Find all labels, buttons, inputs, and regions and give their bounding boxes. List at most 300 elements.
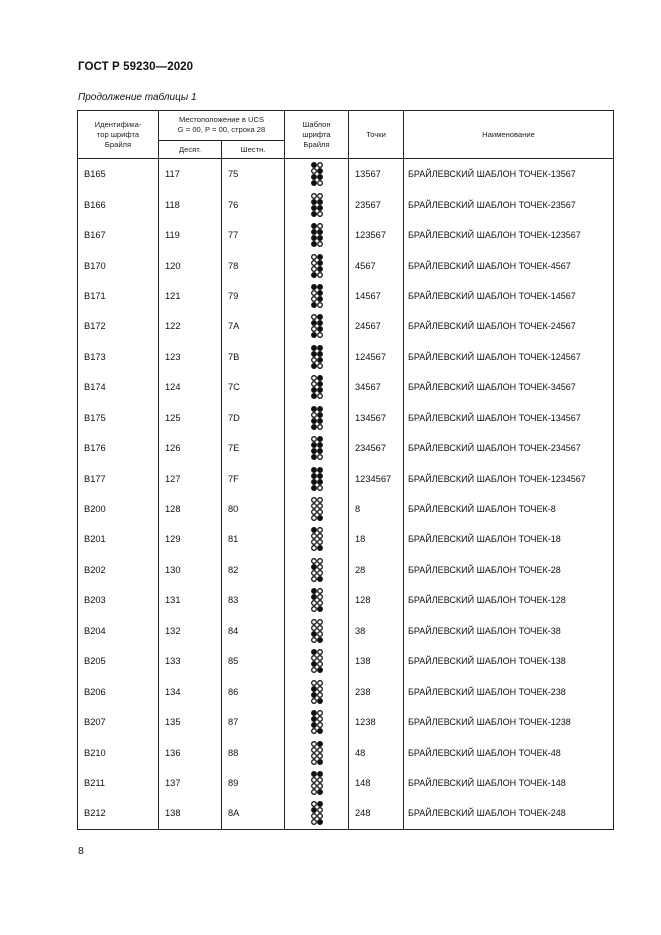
braille-dot-8	[317, 546, 322, 551]
braille-pattern-icon	[307, 253, 327, 279]
braille-dot-5	[317, 778, 322, 783]
braille-pattern-icon	[307, 192, 327, 218]
braille-dot-6	[317, 723, 322, 728]
cell-hex: 80	[222, 494, 285, 524]
braille-dot-8	[317, 455, 322, 460]
braille-dot-5	[317, 230, 322, 235]
braille-dot-3	[311, 449, 316, 454]
cell-hex: 7D	[222, 403, 285, 433]
braille-dot-7	[311, 333, 316, 338]
braille-table	[77, 110, 614, 830]
braille-pattern-icon	[307, 770, 327, 796]
braille-pattern-icon	[307, 405, 327, 431]
braille-dot-4	[317, 376, 322, 381]
braille-dot-1	[311, 467, 316, 472]
braille-dot-7	[311, 364, 316, 369]
cell-pattern	[285, 250, 349, 280]
cell-name: БРАЙЛЕВСКИЙ ШАБЛОН ТОЧЕК-234567	[404, 433, 614, 463]
cell-decimal: 127	[159, 463, 222, 493]
cell-hex: 85	[222, 646, 285, 676]
braille-dot-4	[317, 285, 322, 290]
header-dots: Точки	[349, 111, 404, 159]
braille-dot-8	[317, 790, 322, 795]
braille-dot-8	[317, 698, 322, 703]
cell-hex: 77	[222, 220, 285, 250]
cell-name: БРАЙЛЕВСКИЙ ШАБЛОН ТОЧЕК-38	[404, 616, 614, 646]
cell-pattern	[285, 585, 349, 615]
braille-pattern-icon	[307, 435, 327, 461]
braille-dot-7	[311, 516, 316, 521]
cell-hex: 7B	[222, 342, 285, 372]
cell-dots: 8	[349, 494, 404, 524]
braille-dot-7	[311, 211, 316, 216]
braille-dot-3	[311, 723, 316, 728]
table-row	[78, 555, 614, 585]
braille-dot-6	[317, 449, 322, 454]
braille-dot-3	[311, 479, 316, 484]
braille-dot-8	[317, 394, 322, 399]
cell-decimal: 134	[159, 676, 222, 706]
braille-dot-6	[317, 205, 322, 210]
braille-dot-7	[311, 790, 316, 795]
braille-dot-6	[317, 753, 322, 758]
cell-hex: 82	[222, 555, 285, 585]
cell-id: B173	[78, 342, 159, 372]
braille-dot-2	[311, 230, 316, 235]
braille-dot-1	[311, 650, 316, 655]
cell-dots: 123567	[349, 220, 404, 250]
braille-dot-7	[311, 546, 316, 551]
braille-dot-2	[311, 504, 316, 509]
document-title: ГОСТ Р 59230—2020	[78, 61, 194, 73]
table-row	[78, 737, 614, 767]
table-row	[78, 585, 614, 615]
braille-dot-3	[311, 327, 316, 332]
cell-dots: 48	[349, 737, 404, 767]
braille-dot-2	[311, 595, 316, 600]
braille-dot-3	[311, 266, 316, 271]
cell-pattern	[285, 220, 349, 250]
cell-id: B212	[78, 798, 159, 829]
braille-dot-6	[317, 266, 322, 271]
cell-hex: 78	[222, 250, 285, 280]
braille-dot-2	[311, 778, 316, 783]
braille-dot-7	[311, 729, 316, 734]
braille-dot-3	[311, 388, 316, 393]
braille-pattern-icon	[307, 161, 327, 187]
cell-decimal: 130	[159, 555, 222, 585]
braille-dot-6	[317, 571, 322, 576]
cell-pattern	[285, 311, 349, 341]
braille-dot-4	[317, 467, 322, 472]
cell-decimal: 135	[159, 707, 222, 737]
braille-dot-5	[317, 504, 322, 509]
table-row	[78, 676, 614, 706]
cell-name: БРАЙЛЕВСКИЙ ШАБЛОН ТОЧЕК-134567	[404, 403, 614, 433]
table-row	[78, 463, 614, 493]
braille-dot-4	[317, 163, 322, 168]
cell-pattern	[285, 524, 349, 554]
cell-decimal: 129	[159, 524, 222, 554]
braille-dot-6	[317, 631, 322, 636]
cell-id: B177	[78, 463, 159, 493]
cell-pattern	[285, 433, 349, 463]
braille-dot-2	[311, 808, 316, 813]
braille-dot-8	[317, 729, 322, 734]
cell-hex: 86	[222, 676, 285, 706]
cell-decimal: 138	[159, 798, 222, 829]
braille-dot-7	[311, 181, 316, 186]
cell-hex: 7F	[222, 463, 285, 493]
braille-dot-3	[311, 662, 316, 667]
table-row	[78, 311, 614, 341]
cell-decimal: 133	[159, 646, 222, 676]
cell-dots: 248	[349, 798, 404, 829]
cell-dots: 1234567	[349, 463, 404, 493]
braille-dot-4	[317, 224, 322, 229]
braille-dot-8	[317, 181, 322, 186]
cell-dots: 138	[349, 646, 404, 676]
braille-dot-6	[317, 358, 322, 363]
braille-pattern-icon	[307, 618, 327, 644]
cell-pattern	[285, 281, 349, 311]
braille-dot-4	[317, 498, 322, 503]
braille-dot-3	[311, 540, 316, 545]
cell-id: B211	[78, 768, 159, 798]
braille-dot-2	[311, 382, 316, 387]
braille-dot-3	[311, 692, 316, 697]
table-row	[78, 524, 614, 554]
cell-name: БРАЙЛЕВСКИЙ ШАБЛОН ТОЧЕК-1234567	[404, 463, 614, 493]
braille-dot-2	[311, 717, 316, 722]
braille-pattern-icon	[307, 740, 327, 766]
braille-dot-8	[317, 242, 322, 247]
cell-pattern	[285, 159, 349, 190]
cell-hex: 83	[222, 585, 285, 615]
cell-decimal: 128	[159, 494, 222, 524]
braille-pattern-icon	[307, 496, 327, 522]
braille-dot-3	[311, 358, 316, 363]
braille-dot-1	[311, 193, 316, 198]
header-name: Наименование	[404, 111, 614, 159]
cell-id: B175	[78, 403, 159, 433]
braille-dot-8	[317, 364, 322, 369]
cell-pattern	[285, 342, 349, 372]
braille-dot-4	[317, 193, 322, 198]
braille-pattern-icon	[307, 800, 327, 826]
header-id: Идентифика- тор шрифта Брайля	[78, 111, 159, 159]
braille-dot-2	[311, 625, 316, 630]
braille-dot-1	[311, 498, 316, 503]
cell-dots: 28	[349, 555, 404, 585]
braille-dot-7	[311, 698, 316, 703]
braille-dot-3	[311, 205, 316, 210]
cell-name: БРАЙЛЕВСКИЙ ШАБЛОН ТОЧЕК-13567	[404, 159, 614, 190]
cell-id: B172	[78, 311, 159, 341]
braille-dot-1	[311, 619, 316, 624]
braille-dot-4	[317, 346, 322, 351]
cell-id: B207	[78, 707, 159, 737]
cell-name: БРАЙЛЕВСКИЙ ШАБЛОН ТОЧЕК-18	[404, 524, 614, 554]
braille-dot-8	[317, 516, 322, 521]
cell-decimal: 126	[159, 433, 222, 463]
cell-decimal: 132	[159, 616, 222, 646]
braille-dot-1	[311, 741, 316, 746]
braille-dot-3	[311, 175, 316, 180]
cell-pattern	[285, 798, 349, 829]
braille-dot-2	[311, 412, 316, 417]
page-number: 8	[78, 845, 84, 857]
braille-dot-1	[311, 346, 316, 351]
cell-hex: 88	[222, 737, 285, 767]
cell-name: БРАЙЛЕВСКИЙ ШАБЛОН ТОЧЕК-123567	[404, 220, 614, 250]
braille-dot-4	[317, 254, 322, 259]
braille-dot-5	[317, 808, 322, 813]
cell-dots: 34567	[349, 372, 404, 402]
braille-dot-7	[311, 668, 316, 673]
braille-dot-4	[317, 406, 322, 411]
braille-dot-3	[311, 418, 316, 423]
braille-dot-5	[317, 686, 322, 691]
braille-dot-7	[311, 242, 316, 247]
cell-decimal: 125	[159, 403, 222, 433]
braille-dot-4	[317, 680, 322, 685]
cell-name: БРАЙЛЕВСКИЙ ШАБЛОН ТОЧЕК-14567	[404, 281, 614, 311]
braille-dot-5	[317, 595, 322, 600]
braille-dot-5	[317, 291, 322, 296]
cell-dots: 238	[349, 676, 404, 706]
braille-dot-1	[311, 254, 316, 259]
cell-id: B174	[78, 372, 159, 402]
braille-dot-4	[317, 437, 322, 442]
braille-dot-7	[311, 485, 316, 490]
braille-dot-1	[311, 680, 316, 685]
cell-name: БРАЙЛЕВСКИЙ ШАБЛОН ТОЧЕК-124567	[404, 342, 614, 372]
cell-decimal: 136	[159, 737, 222, 767]
braille-pattern-icon	[307, 344, 327, 370]
cell-hex: 89	[222, 768, 285, 798]
braille-dot-1	[311, 589, 316, 594]
braille-dot-4	[317, 772, 322, 777]
braille-dot-2	[311, 260, 316, 265]
braille-dot-2	[311, 199, 316, 204]
cell-name: БРАЙЛЕВСКИЙ ШАБЛОН ТОЧЕК-4567	[404, 250, 614, 280]
braille-dot-8	[317, 424, 322, 429]
braille-dot-8	[317, 607, 322, 612]
cell-name: БРАЙЛЕВСКИЙ ШАБЛОН ТОЧЕК-238	[404, 676, 614, 706]
table-row	[78, 220, 614, 250]
cell-hex: 7C	[222, 372, 285, 402]
cell-id: B203	[78, 585, 159, 615]
cell-decimal: 120	[159, 250, 222, 280]
braille-dot-4	[317, 711, 322, 716]
table-row	[78, 707, 614, 737]
braille-dot-1	[311, 559, 316, 564]
table-row	[78, 372, 614, 402]
braille-dot-5	[317, 352, 322, 357]
cell-pattern	[285, 463, 349, 493]
cell-pattern	[285, 737, 349, 767]
cell-dots: 38	[349, 616, 404, 646]
cell-dots: 148	[349, 768, 404, 798]
braille-dot-1	[311, 802, 316, 807]
braille-dot-2	[311, 747, 316, 752]
braille-dot-6	[317, 388, 322, 393]
table-row	[78, 189, 614, 219]
cell-dots: 128	[349, 585, 404, 615]
cell-hex: 79	[222, 281, 285, 311]
cell-name: БРАЙЛЕВСКИЙ ШАБЛОН ТОЧЕК-48	[404, 737, 614, 767]
table-body	[78, 159, 614, 830]
braille-dot-8	[317, 211, 322, 216]
braille-dot-7	[311, 394, 316, 399]
braille-dot-5	[317, 656, 322, 661]
braille-dot-4	[317, 802, 322, 807]
braille-dot-3	[311, 784, 316, 789]
cell-id: B165	[78, 159, 159, 190]
braille-dot-6	[317, 510, 322, 515]
braille-dot-3	[311, 631, 316, 636]
braille-dot-2	[311, 656, 316, 661]
braille-dot-3	[311, 601, 316, 606]
cell-id: B201	[78, 524, 159, 554]
table-row	[78, 403, 614, 433]
braille-pattern-icon	[307, 709, 327, 735]
braille-dot-2	[311, 473, 316, 478]
braille-pattern-icon	[307, 557, 327, 583]
braille-dot-4	[317, 528, 322, 533]
braille-dot-6	[317, 418, 322, 423]
cell-decimal: 117	[159, 159, 222, 190]
braille-dot-3	[311, 753, 316, 758]
braille-pattern-icon	[307, 466, 327, 492]
braille-dot-2	[311, 534, 316, 539]
braille-dot-1	[311, 437, 316, 442]
braille-dot-4	[317, 619, 322, 624]
braille-dot-5	[317, 443, 322, 448]
cell-pattern	[285, 646, 349, 676]
braille-dot-5	[317, 534, 322, 539]
cell-decimal: 123	[159, 342, 222, 372]
braille-dot-5	[317, 260, 322, 265]
braille-dot-7	[311, 607, 316, 612]
cell-pattern	[285, 555, 349, 585]
braille-dot-6	[317, 297, 322, 302]
cell-pattern	[285, 676, 349, 706]
braille-pattern-icon	[307, 222, 327, 248]
cell-dots: 24567	[349, 311, 404, 341]
cell-hex: 8A	[222, 798, 285, 829]
cell-hex: 75	[222, 159, 285, 190]
cell-id: B176	[78, 433, 159, 463]
cell-dots: 4567	[349, 250, 404, 280]
cell-id: B200	[78, 494, 159, 524]
braille-dot-7	[311, 577, 316, 582]
braille-dot-6	[317, 479, 322, 484]
table-caption: Продолжение таблицы 1	[78, 92, 197, 103]
braille-dot-4	[317, 559, 322, 564]
cell-name: БРАЙЛЕВСКИЙ ШАБЛОН ТОЧЕК-28	[404, 555, 614, 585]
cell-name: БРАЙЛЕВСКИЙ ШАБЛОН ТОЧЕК-148	[404, 768, 614, 798]
braille-dot-1	[311, 315, 316, 320]
cell-decimal: 137	[159, 768, 222, 798]
braille-dot-5	[317, 747, 322, 752]
cell-hex: 87	[222, 707, 285, 737]
cell-id: B166	[78, 189, 159, 219]
braille-pattern-icon	[307, 648, 327, 674]
braille-dot-2	[311, 565, 316, 570]
braille-dot-3	[311, 571, 316, 576]
cell-hex: 7A	[222, 311, 285, 341]
cell-id: B171	[78, 281, 159, 311]
braille-dot-5	[317, 565, 322, 570]
braille-dot-7	[311, 272, 316, 277]
braille-dot-8	[317, 668, 322, 673]
braille-dot-8	[317, 577, 322, 582]
braille-dot-5	[317, 382, 322, 387]
braille-dot-7	[311, 424, 316, 429]
braille-dot-5	[317, 717, 322, 722]
header-pattern: Шаблон шрифта Брайля	[285, 111, 349, 159]
cell-pattern	[285, 494, 349, 524]
braille-dot-1	[311, 711, 316, 716]
braille-pattern-icon	[307, 679, 327, 705]
cell-hex: 84	[222, 616, 285, 646]
cell-id: B202	[78, 555, 159, 585]
cell-name: БРАЙЛЕВСКИЙ ШАБЛОН ТОЧЕК-138	[404, 646, 614, 676]
header-decimal: Десят.	[159, 141, 222, 159]
braille-pattern-icon	[307, 526, 327, 552]
braille-pattern-icon	[307, 374, 327, 400]
cell-name: БРАЙЛЕВСКИЙ ШАБЛОН ТОЧЕК-128	[404, 585, 614, 615]
cell-dots: 13567	[349, 159, 404, 190]
table-row	[78, 494, 614, 524]
cell-id: B210	[78, 737, 159, 767]
braille-dot-5	[317, 412, 322, 417]
table-row	[78, 159, 614, 190]
braille-dot-8	[317, 272, 322, 277]
cell-decimal: 124	[159, 372, 222, 402]
braille-dot-5	[317, 321, 322, 326]
header-location: Местоположение в UCS G = 00, P = 00, строка 28	[159, 111, 285, 141]
braille-dot-6	[317, 601, 322, 606]
cell-dots: 234567	[349, 433, 404, 463]
braille-dot-4	[317, 315, 322, 320]
cell-pattern	[285, 189, 349, 219]
table-row	[78, 433, 614, 463]
cell-name: БРАЙЛЕВСКИЙ ШАБЛОН ТОЧЕК-8	[404, 494, 614, 524]
braille-dot-1	[311, 528, 316, 533]
braille-dot-7	[311, 637, 316, 642]
cell-dots: 124567	[349, 342, 404, 372]
cell-dots: 1238	[349, 707, 404, 737]
cell-hex: 81	[222, 524, 285, 554]
braille-dot-4	[317, 741, 322, 746]
cell-dots: 18	[349, 524, 404, 554]
braille-pattern-icon	[307, 283, 327, 309]
braille-dot-5	[317, 199, 322, 204]
braille-dot-7	[311, 303, 316, 308]
braille-dot-5	[317, 625, 322, 630]
braille-dot-7	[311, 455, 316, 460]
braille-dot-8	[317, 303, 322, 308]
cell-pattern	[285, 616, 349, 646]
braille-dot-3	[311, 297, 316, 302]
braille-dot-2	[311, 686, 316, 691]
braille-dot-6	[317, 236, 322, 241]
braille-dot-2	[311, 443, 316, 448]
cell-name: БРАЙЛЕВСКИЙ ШАБЛОН ТОЧЕК-23567	[404, 189, 614, 219]
